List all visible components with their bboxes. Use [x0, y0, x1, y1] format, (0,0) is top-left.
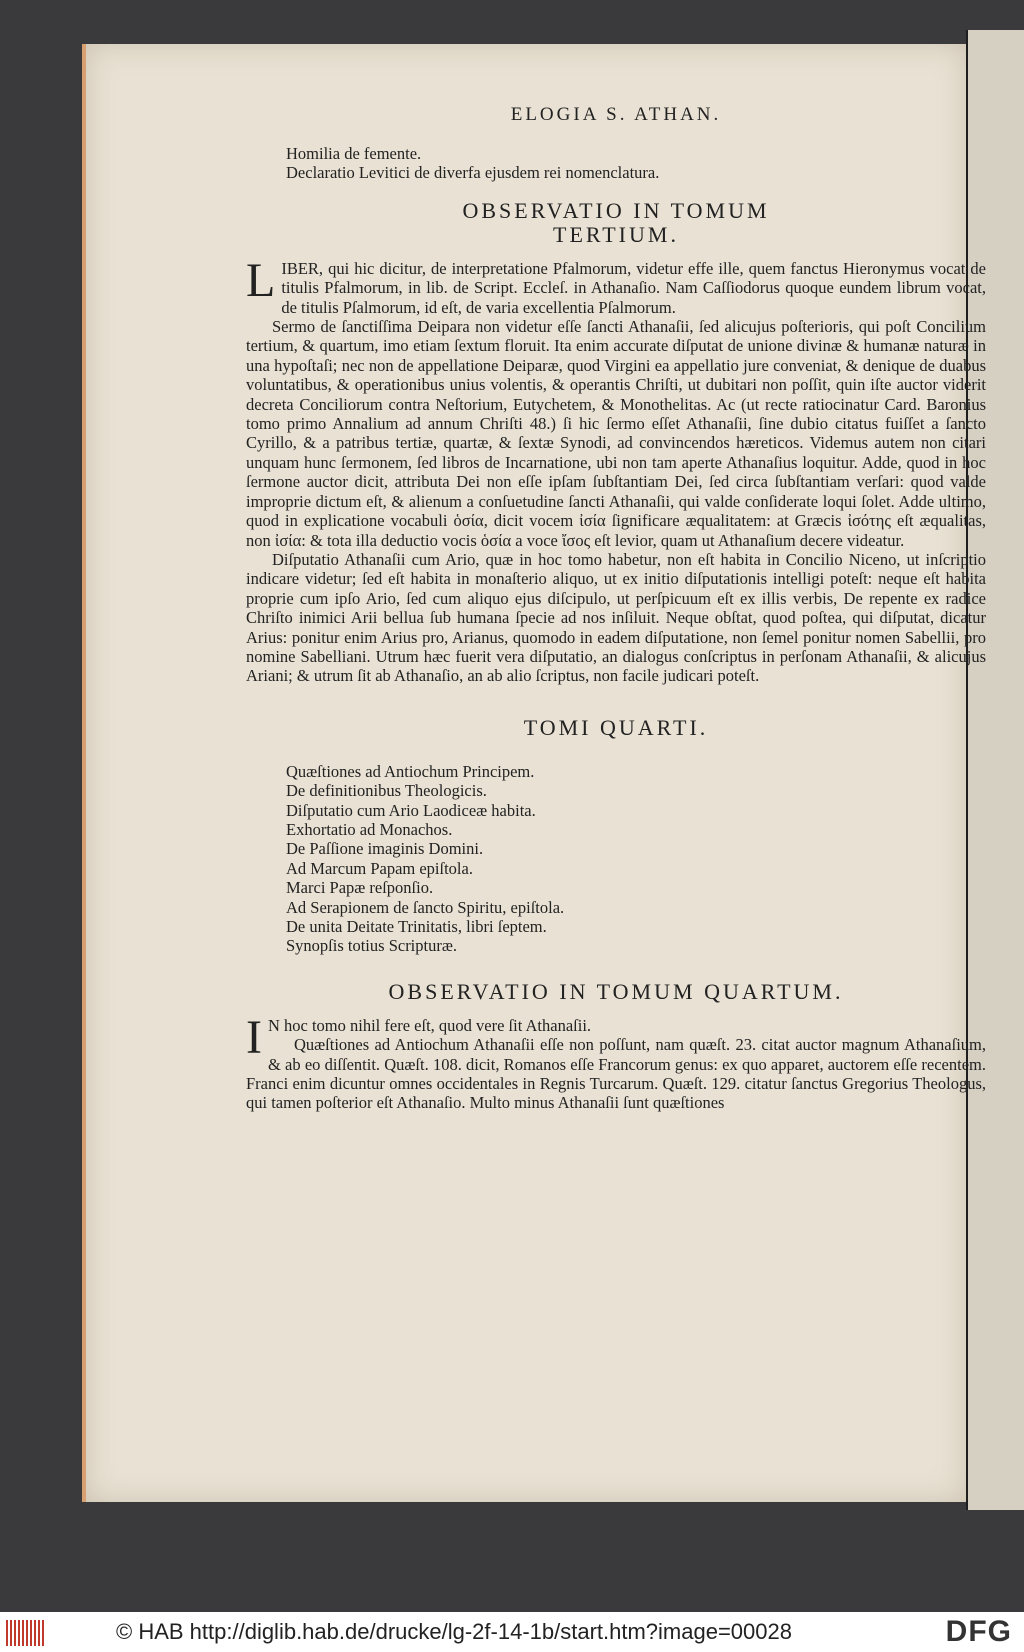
paragraph: Quæſtiones ad Antiochum Athanaſii eſſe non poſſunt, nam quæſt. 23. citat auctor magnum Athanaſium, & ab eo diſſentit. Quæſt. 108. dicit, Romanos eſſe Francorum genus: ex quo apparet, auctorem eſſe recentem. Franci enim dicuntur omnes occidentales in Regnis Turcarum. Quæſt. 129. citatur ſanctus Gregorius Theologus, qui tamen poſterior eſt Athanaſio. Multo minus Athanaſii ſunt quæſtiones [246, 1035, 986, 1113]
paragraph: Diſputatio Athanaſii cum Ario, quæ in hoc tomo habetur, non eſt habita in Concilio Niceno, ut inſcriptio indicare videtur; ſed eſt habita in monaſterio aliquo, ut ex initio diſputationis intelligi poteſt: neque eſt habita proprie cum ipſo Ario, ſed cum aliquo ejus diſcipulo, ut perſpicuum eſt ex illis verbis, De repente ex radice Chriſto inimici Arii bellua ſub humana ſpecie ad nos inſiluit. Neque obſtat, quod poſtea, qui diſputat, dicatur Arius: ponitur enim Arius pro, Arianus, quomodo in eadem diſputatione, non ſemel ponitur nomen Sabellii, pro nomine Sabelliani. Utrum hæc fuerit vera diſputatio, an dialogus conſcriptus in perſonam Athanaſii, & alicujus Ariani; & utrum ſit ab Athanaſio, an ab alio ſcriptus, non facile judicari poteſt. [246, 549, 986, 686]
contents-item: Marci Papæ reſponſio. [286, 878, 434, 898]
section-heading-quartum: OBSERVATIO IN TOMUM QUARTUM. [388, 978, 844, 1004]
drop-cap: L [246, 253, 276, 307]
section-heading-tertium [246, 199, 986, 247]
dfg-logo: DFG [945, 1615, 1012, 1648]
paragraph-text: IBER, qui hic dicitur, de interpretatione Pfalmorum, videtur effe ille, quem fanctus Hieronymus vocat de titulis Pfalmorum, in lib. de Script. Eccleſ. in Athanaſio. Nam Caſſiodorus quoque eundem librum vocat, de titulis Pſalmorum, id eſt, de varia excellentia Pſalmorum. [281, 258, 986, 317]
contents-item: Ad Marcum Papam epiſtola. [286, 858, 473, 878]
contents-list [246, 762, 986, 956]
top-list-item: Homilia de femente. [286, 144, 422, 163]
running-head: ELOGIA S. ATHAN. [510, 104, 722, 125]
paragraph: Sermo de ſanctiſſima Deipara non videtur eſſe ſancti Athanaſii, ſed alicujus poſterioris, qui poſt Concilium tertium, & quartum, imo etiam ſextum floruit. Ita enim accurate diſputat de unione divinæ & humanæ naturæ in una hypoſtaſi; nec non de appellatione Deiparæ, quod Virgini ea appellatio jure conveniat, & denique de duabus voluntatibus, & operationibus unius volentis, & operantis Chriſti, ut dubitari non poſſit, quin iſte auctor viderit decreta Conciliorum contra Neſtorium, Eutychetem, & Monothelitas. Ac (ut recte ratiocinatur Card. Baronius tomo primo Annalium ad annum Chriſti 48.) ſi hic ſermo eſſet Athanaſii, ſine dubio citatus fuiſſet a ſancto Cyrillo, & a patribus tertiæ, quartæ, & ſextæ Synodi, ad convincendos hæreticos. Videmus autem non citari unquam hunc ſermonem, ſed libros de Incarnatione, ubi non tam aperte Athanaſius loquitur. Adde, quod in hoc ſermone auctor dicit, attributa Dei non eſſe ipſam ſubſtantiam Dei, ſed circa ſubſtantiam verſari: quod valde improprie dictum eſt, & alienum a conſuetudine ſancti Athanaſii, qui valde conſiderate loqui ſolet. Adde ultimo, quod in explicatione vocabuli ὁσία, dicit vocem ἰσία ſignificare æqualitatem: at Græcis ἰσότης eſt æqualitas, non ἰσία: & tota illa deductio vocis ὁσία a voce ἴσος eſt levior, quam ut Athanaſium decere videatur. [246, 317, 986, 550]
contents-item: Exhortatio ad Monachos. [286, 819, 453, 839]
top-list-item: Declaratio Levitici de diverfa ejusdem rei nomenclatura. [286, 163, 660, 183]
source-link[interactable]: © HAB http://diglib.hab.de/drucke/lg-2f-14-1b/start.htm?image=00028 [116, 1619, 792, 1644]
paragraph-text: N hoc tomo nihil fere eſt, quod vere ſit Athanaſii. [267, 1015, 592, 1035]
heading-line2: TERTIUM. [553, 221, 679, 247]
barcode-icon [6, 1620, 46, 1646]
paragraph [246, 253, 986, 317]
contents-item: Synopſis totius Scripturæ. [286, 936, 457, 956]
top-list [246, 144, 986, 183]
page-content [246, 104, 986, 1113]
section-heading-tomi-quarti: TOMI QUARTI. [523, 714, 709, 740]
book-page [82, 44, 986, 1502]
heading-line1: OBSERVATIO IN TOMUM [462, 197, 770, 223]
contents-item: Quæſtiones ad Antiochum Principem. [286, 761, 535, 781]
contents-item: De definitionibus Theologicis. [286, 781, 487, 801]
drop-cap: I [246, 1010, 262, 1064]
contents-item: De Paſſione imaginis Domini. [286, 839, 484, 859]
contents-item: Ad Serapionem de ſancto Spiritu, epiſtola. [286, 897, 565, 917]
contents-item: De unita Deitate Trinitatis, libri ſeptem. [286, 917, 547, 936]
viewer-footer [0, 1612, 1024, 1652]
paragraph [246, 1010, 986, 1064]
contents-item: Diſputatio cum Ario Laodiceæ habita. [286, 800, 536, 820]
